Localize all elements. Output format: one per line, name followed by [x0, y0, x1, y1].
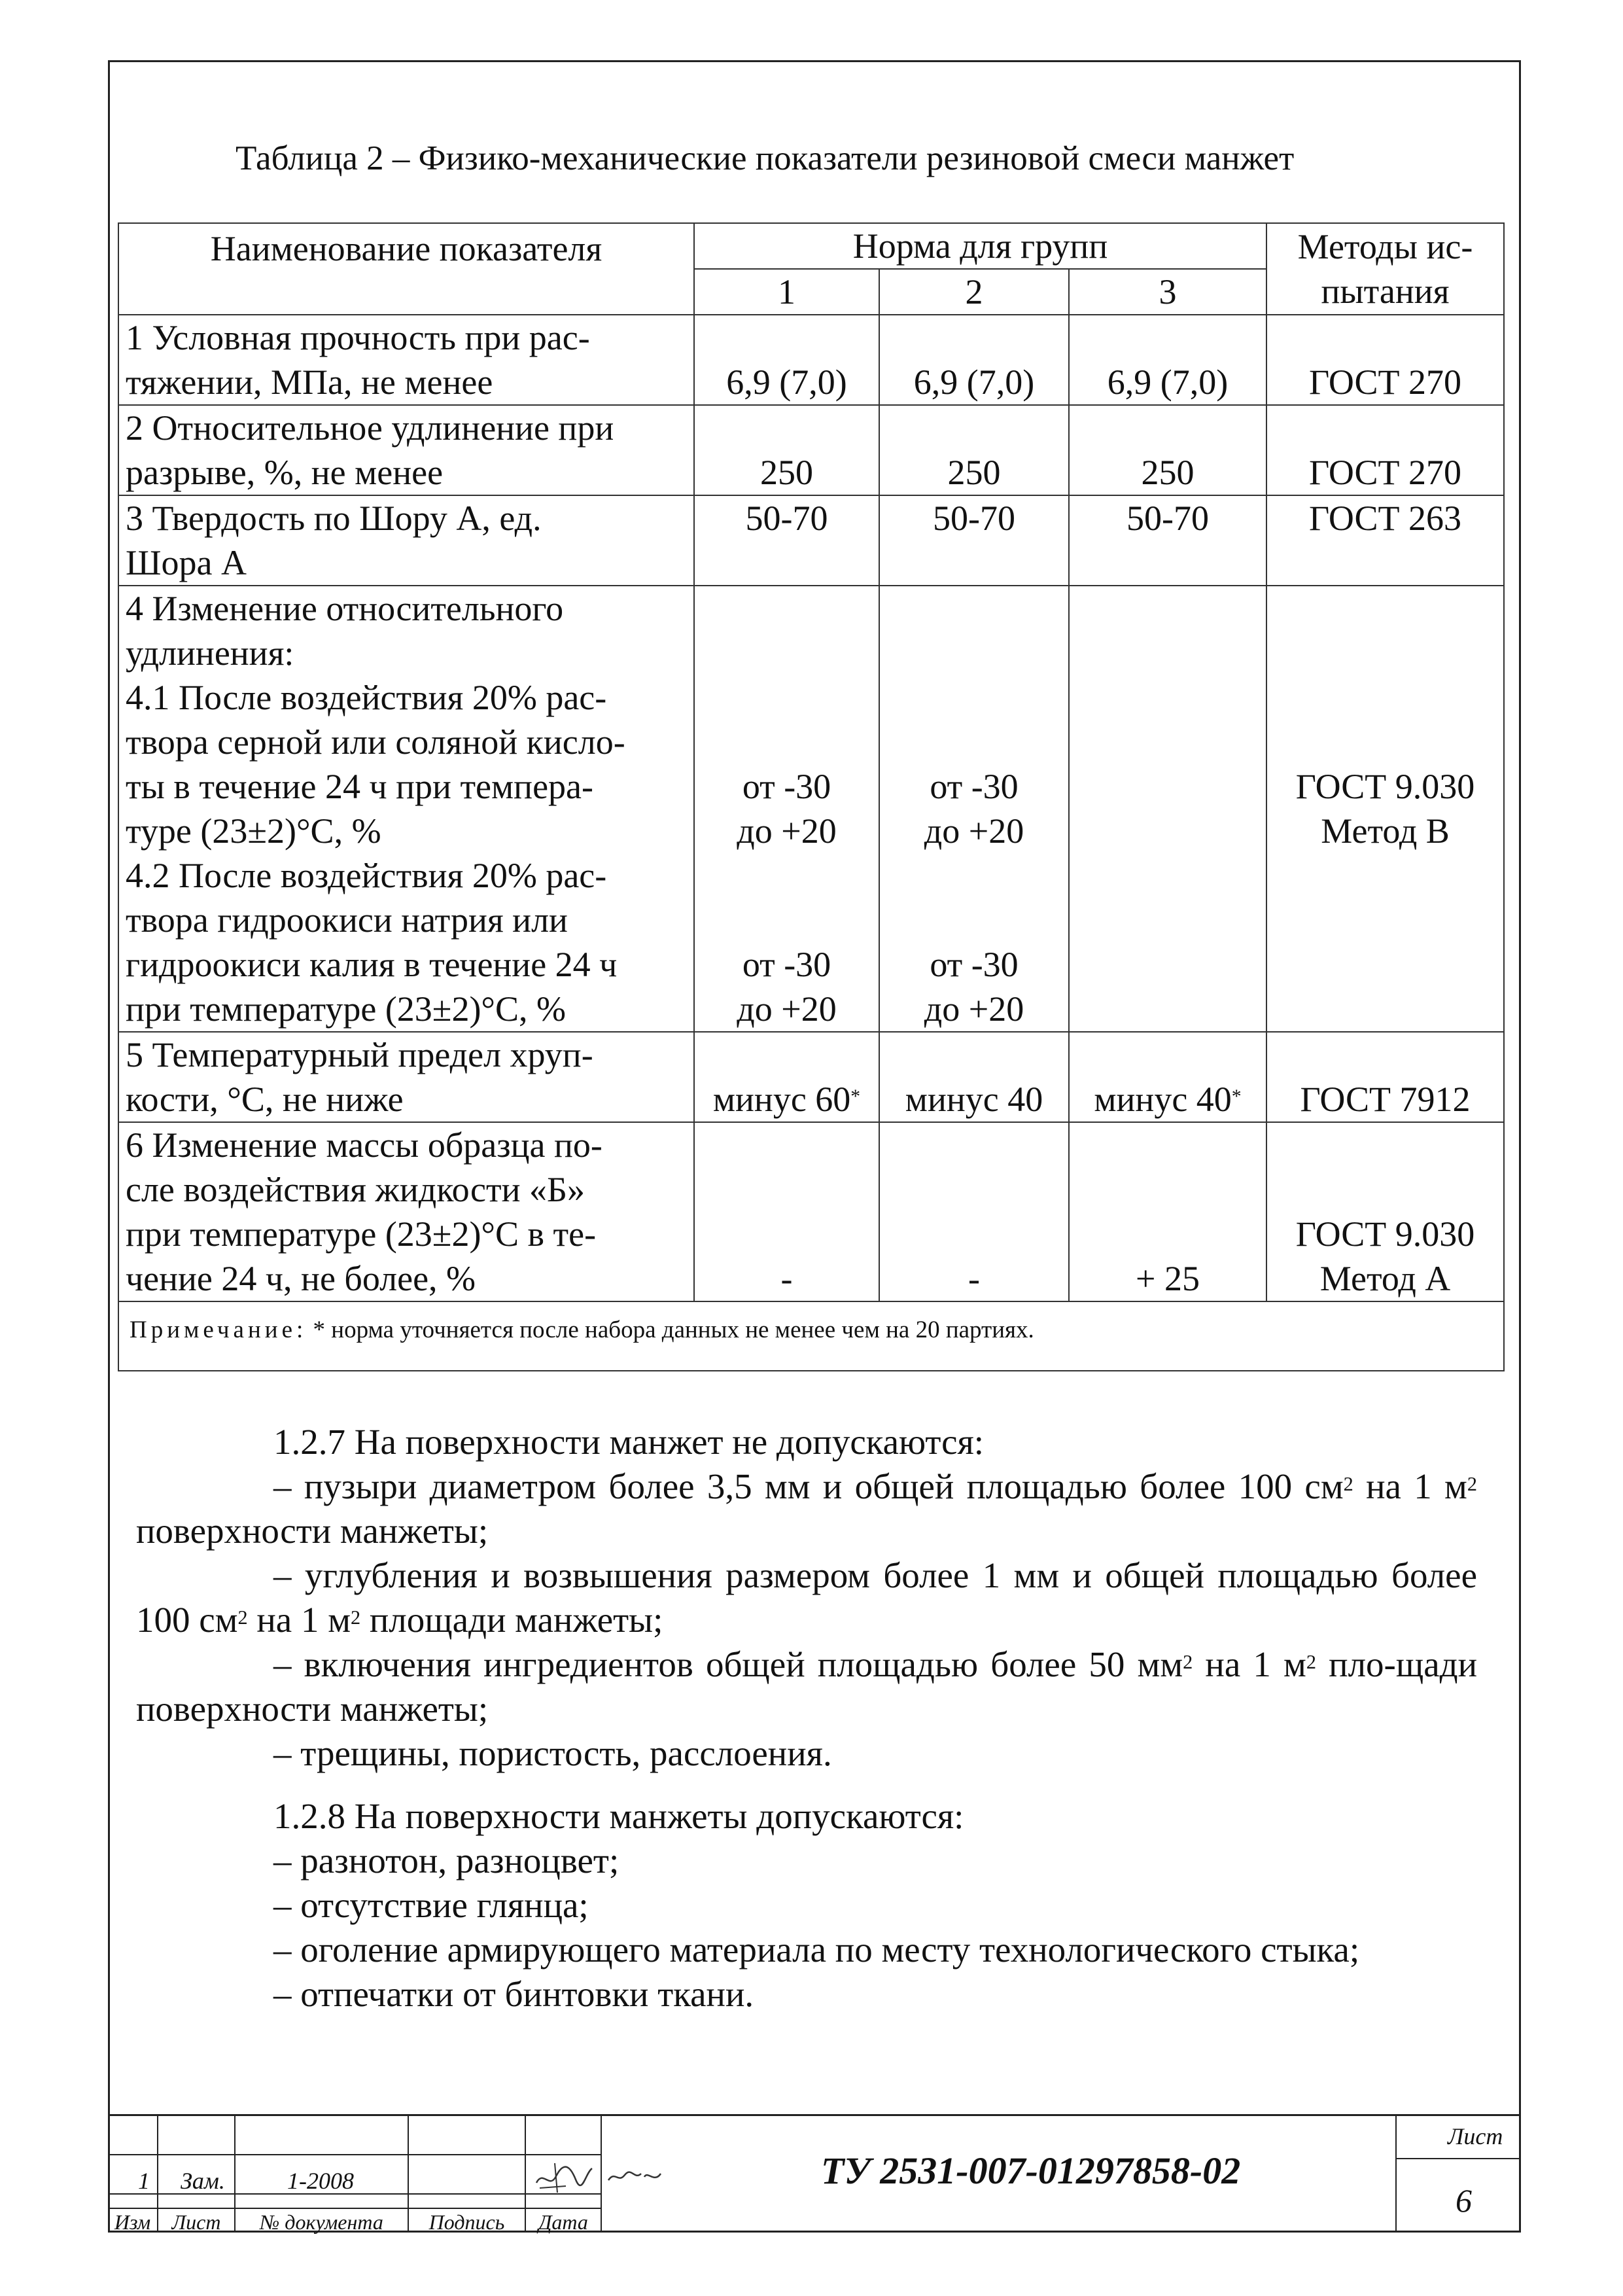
table-row — [118, 1032, 1504, 1122]
sheet-number: 6 — [1456, 2182, 1472, 2219]
specs-table — [118, 222, 1505, 1371]
section-128-item-1: – разнотон, разноцвет; — [273, 1841, 620, 1881]
label-date: Дата — [538, 2210, 588, 2234]
row-1-name: 1 Условная прочность при рас- тяжении, МПа, не менее — [118, 315, 694, 405]
label-doc-no: № документа — [260, 2210, 383, 2234]
row-2-g1: 250 — [694, 405, 879, 495]
header-group-2: 2 — [879, 269, 1069, 315]
label-signature: Подпись — [428, 2210, 505, 2234]
row-1-g1: 6,9 (7,0) — [694, 315, 879, 405]
doc-number: 1-2008 — [287, 2168, 354, 2194]
superscript: 2 — [1183, 1651, 1193, 1673]
table-caption: Таблица 2 – Физико-механические показатели резиновой смеси манжет — [236, 139, 1295, 177]
item-text: пло-щади поверхности манжеты; — [136, 1644, 1478, 1729]
row-2-g3: 250 — [1069, 405, 1266, 495]
item-text: на 1 м — [247, 1600, 351, 1640]
row-6-g2: - — [879, 1122, 1069, 1301]
divider — [108, 2154, 602, 2155]
row-5-g1-value: минус 60 — [712, 1080, 851, 1119]
row-1-g3: 6,9 (7,0) — [1069, 315, 1266, 405]
divider — [1395, 2116, 1397, 2233]
row-6-name: 6 Изменение массы образца по- сле воздействия жидкости «Б» при температуре (23±2)°С в те- чение 24 ч, не более, % — [118, 1122, 694, 1301]
table-note — [118, 1301, 1504, 1371]
divider — [108, 2208, 602, 2209]
section-127-title: 1.2.7 На поверхности манжет не допускаются: — [273, 1422, 985, 1462]
row-3-name: 3 Твердость по Шору А, ед. Шора А — [118, 495, 694, 586]
item-text: поверхности манжеты; — [136, 1511, 489, 1551]
row-5-method: ГОСТ 7912 — [1266, 1032, 1504, 1122]
superscript: 2 — [1467, 1473, 1477, 1495]
section-127-item-4: – трещины, пористость, расслоения. — [273, 1733, 832, 1773]
table-row — [118, 1122, 1504, 1301]
table-row — [118, 586, 1504, 1032]
row-3-g2: 50-70 — [879, 495, 1069, 586]
sheet-label: Лист — [1448, 2123, 1503, 2149]
item-text: на 1 м — [1353, 1466, 1467, 1506]
row-4-g1-a: от -30 до +20 — [737, 767, 837, 851]
spacer — [136, 1776, 1477, 1794]
table-row — [118, 405, 1504, 495]
change-kind: Зам. — [181, 2168, 225, 2194]
table-row — [118, 495, 1504, 586]
label-list: Лист — [171, 2210, 221, 2234]
section-127-item-3 — [136, 1642, 1477, 1731]
row-4-method-text: ГОСТ 9.030 Метод В — [1295, 767, 1475, 851]
section-128-item-3: – оголение армирующего материала по месту технологического стыка; — [273, 1930, 1360, 1969]
title-block — [108, 2114, 1521, 2233]
row-4-g1 — [694, 586, 879, 1032]
section-128-item-4: – отпечатки от бинтовки ткани. — [273, 1974, 754, 2014]
header-group-1: 1 — [694, 269, 879, 315]
row-2-name: 2 Относительное удлинение при разрыве, %, не менее — [118, 405, 694, 495]
row-5-g3 — [1069, 1032, 1266, 1122]
row-6-g3: + 25 — [1069, 1122, 1266, 1301]
item-text: – углубления и возвышения размером более 1 мм и общей площадью более 100 см — [136, 1555, 1477, 1640]
header-methods: Методы ис- пытания — [1266, 223, 1504, 315]
note-text: * норма уточняется после набора данных не менее чем на 20 партиях. — [307, 1316, 1034, 1343]
item-text: на 1 м — [1193, 1644, 1306, 1684]
section-128-item-2: – отсутствие глянца; — [273, 1885, 589, 1925]
row-5-g3-value: минус 40 — [1094, 1080, 1232, 1119]
divider — [1395, 2158, 1521, 2159]
table-header-row — [118, 223, 1504, 269]
row-4-method — [1266, 586, 1504, 1032]
change-number: 1 — [138, 2168, 150, 2194]
row-3-method: ГОСТ 263 — [1266, 495, 1504, 586]
row-5-g2: минус 40 — [879, 1032, 1069, 1122]
row-4-g3 — [1069, 586, 1266, 1032]
table-note-row — [118, 1301, 1504, 1371]
superscript: 2 — [237, 1606, 248, 1629]
body-text — [136, 1420, 1477, 2017]
superscript: 2 — [351, 1606, 361, 1629]
section-128-title: 1.2.8 На поверхности манжеты допускаются: — [273, 1796, 964, 1836]
item-text: площади манжеты; — [360, 1600, 663, 1640]
signature — [530, 2157, 595, 2196]
row-6-method: ГОСТ 9.030 Метод А — [1266, 1122, 1504, 1301]
row-5-g3-footnote-mark: * — [1231, 1086, 1242, 1107]
row-4-g2 — [879, 586, 1069, 1032]
row-4-g2-a: от -30 до +20 — [924, 767, 1024, 851]
superscript: 2 — [1306, 1651, 1316, 1673]
row-3-g3: 50-70 — [1069, 495, 1266, 586]
row-5-g1-footnote-mark: * — [850, 1086, 861, 1107]
header-norm: Норма для групп — [694, 223, 1266, 269]
row-3-g1: 50-70 — [694, 495, 879, 586]
item-text: – включения ингредиентов общей площадью более 50 мм — [273, 1644, 1183, 1684]
header-name: Наименование показателя — [118, 223, 694, 315]
document-code: ТУ 2531-007-01297858-02 — [821, 2149, 1241, 2192]
note-label: Примечание: — [130, 1316, 307, 1343]
row-2-method: ГОСТ 270 — [1266, 405, 1504, 495]
row-6-g1: - — [694, 1122, 879, 1301]
row-1-g2: 6,9 (7,0) — [879, 315, 1069, 405]
row-5-g1 — [694, 1032, 879, 1122]
section-127-item-1 — [136, 1464, 1477, 1553]
label-izm: Изм — [114, 2210, 151, 2234]
row-4-name: 4 Изменение относительного удлинения: 4.1 После воздействия 20% рас- твора серной или соляной кисло- ты в течение 24 ч при темпера- туре (23±2)°С, % 4.2 После воздействия 20% рас- твора гидроокиси натрия или гидроокиси калия в течение 24 ч при температуре (23±2)°С, % — [118, 586, 694, 1032]
divider — [601, 2116, 602, 2233]
row-5-name: 5 Температурный предел хруп- кости, °С, не ниже — [118, 1032, 694, 1122]
table-row — [118, 315, 1504, 405]
row-4-g2-b: от -30 до +20 — [924, 945, 1024, 1029]
superscript: 2 — [1343, 1473, 1353, 1495]
item-text: – пузыри диаметром более 3,5 мм и общей площадью более 100 см — [273, 1466, 1344, 1506]
row-4-g1-b: от -30 до +20 — [737, 945, 837, 1029]
date-handwritten — [605, 2161, 671, 2193]
row-2-g2: 250 — [879, 405, 1069, 495]
header-group-3: 3 — [1069, 269, 1266, 315]
section-127-item-2 — [136, 1553, 1477, 1642]
row-1-method: ГОСТ 270 — [1266, 315, 1504, 405]
